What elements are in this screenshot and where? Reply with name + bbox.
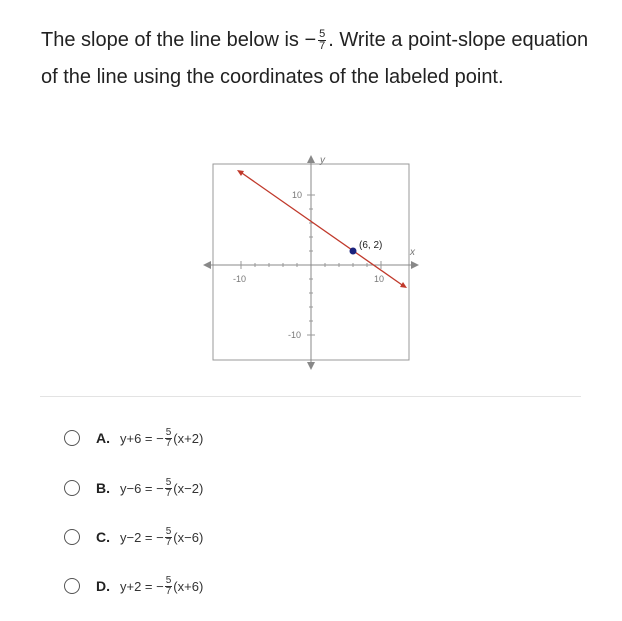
x-axis-right-arrow bbox=[411, 261, 419, 269]
equation-fraction bbox=[165, 576, 173, 597]
option-letter: B. bbox=[96, 480, 110, 496]
divider bbox=[40, 396, 581, 397]
equation-lhs: y+2 = − bbox=[120, 578, 164, 594]
option-letter: C. bbox=[96, 529, 110, 545]
fraction-denominator: 7 bbox=[165, 437, 172, 449]
option-equation bbox=[120, 527, 203, 548]
tick-label-x-pos: 10 bbox=[374, 274, 385, 284]
slope-denominator: 7 bbox=[319, 40, 326, 53]
fraction-numerator: 5 bbox=[165, 476, 172, 488]
x-axis-label: x bbox=[410, 247, 415, 258]
option-d[interactable] bbox=[64, 573, 203, 599]
option-letter: A. bbox=[96, 430, 110, 446]
option-a[interactable] bbox=[64, 425, 203, 451]
radio-button[interactable] bbox=[64, 529, 80, 545]
fraction-numerator: 5 bbox=[165, 426, 172, 438]
option-equation bbox=[120, 428, 203, 449]
equation-rhs: (x−6) bbox=[173, 529, 204, 545]
option-b[interactable] bbox=[64, 475, 203, 501]
radio-button[interactable] bbox=[64, 578, 80, 594]
tick-label-y-pos: 10 bbox=[292, 190, 303, 200]
option-equation bbox=[120, 478, 203, 499]
y-axis-label: y bbox=[320, 155, 325, 166]
equation-rhs: (x+2) bbox=[173, 430, 204, 446]
option-c[interactable] bbox=[64, 524, 203, 550]
y-axis-bottom-arrow bbox=[307, 362, 315, 370]
y-axis-top-arrow bbox=[307, 155, 315, 163]
x-axis-left-arrow bbox=[203, 261, 211, 269]
labeled-point bbox=[350, 248, 357, 255]
tick-label-x-neg: -10 bbox=[233, 274, 247, 284]
point-label: (6, 2) bbox=[359, 240, 383, 251]
radio-button[interactable] bbox=[64, 430, 80, 446]
radio-button[interactable] bbox=[64, 480, 80, 496]
equation-fraction bbox=[165, 428, 173, 449]
question-text bbox=[41, 22, 601, 96]
equation-lhs: y−2 = − bbox=[120, 529, 164, 545]
slope-fraction bbox=[318, 29, 326, 52]
slope-numerator: 5 bbox=[319, 28, 326, 41]
equation-fraction bbox=[165, 478, 173, 499]
equation-rhs: (x−2) bbox=[173, 480, 204, 496]
question-text-end: . Write a point-slope equation of the line using the coordinates of the labeled point. bbox=[41, 29, 589, 88]
fraction-denominator: 7 bbox=[165, 536, 172, 548]
equation-lhs: y−6 = − bbox=[120, 480, 164, 496]
equation-fraction bbox=[165, 527, 173, 548]
fraction-numerator: 5 bbox=[165, 525, 172, 537]
equation-rhs: (x+6) bbox=[173, 578, 204, 594]
option-equation bbox=[120, 576, 203, 597]
fraction-denominator: 7 bbox=[165, 585, 172, 597]
equation-lhs: y+6 = − bbox=[120, 430, 164, 446]
fraction-numerator: 5 bbox=[165, 574, 172, 586]
tick-label-y-neg: -10 bbox=[288, 330, 302, 340]
option-letter: D. bbox=[96, 578, 110, 594]
fraction-denominator: 7 bbox=[165, 487, 172, 499]
coordinate-graph bbox=[203, 155, 421, 370]
question-text-start: The slope of the line below is − bbox=[41, 29, 317, 51]
